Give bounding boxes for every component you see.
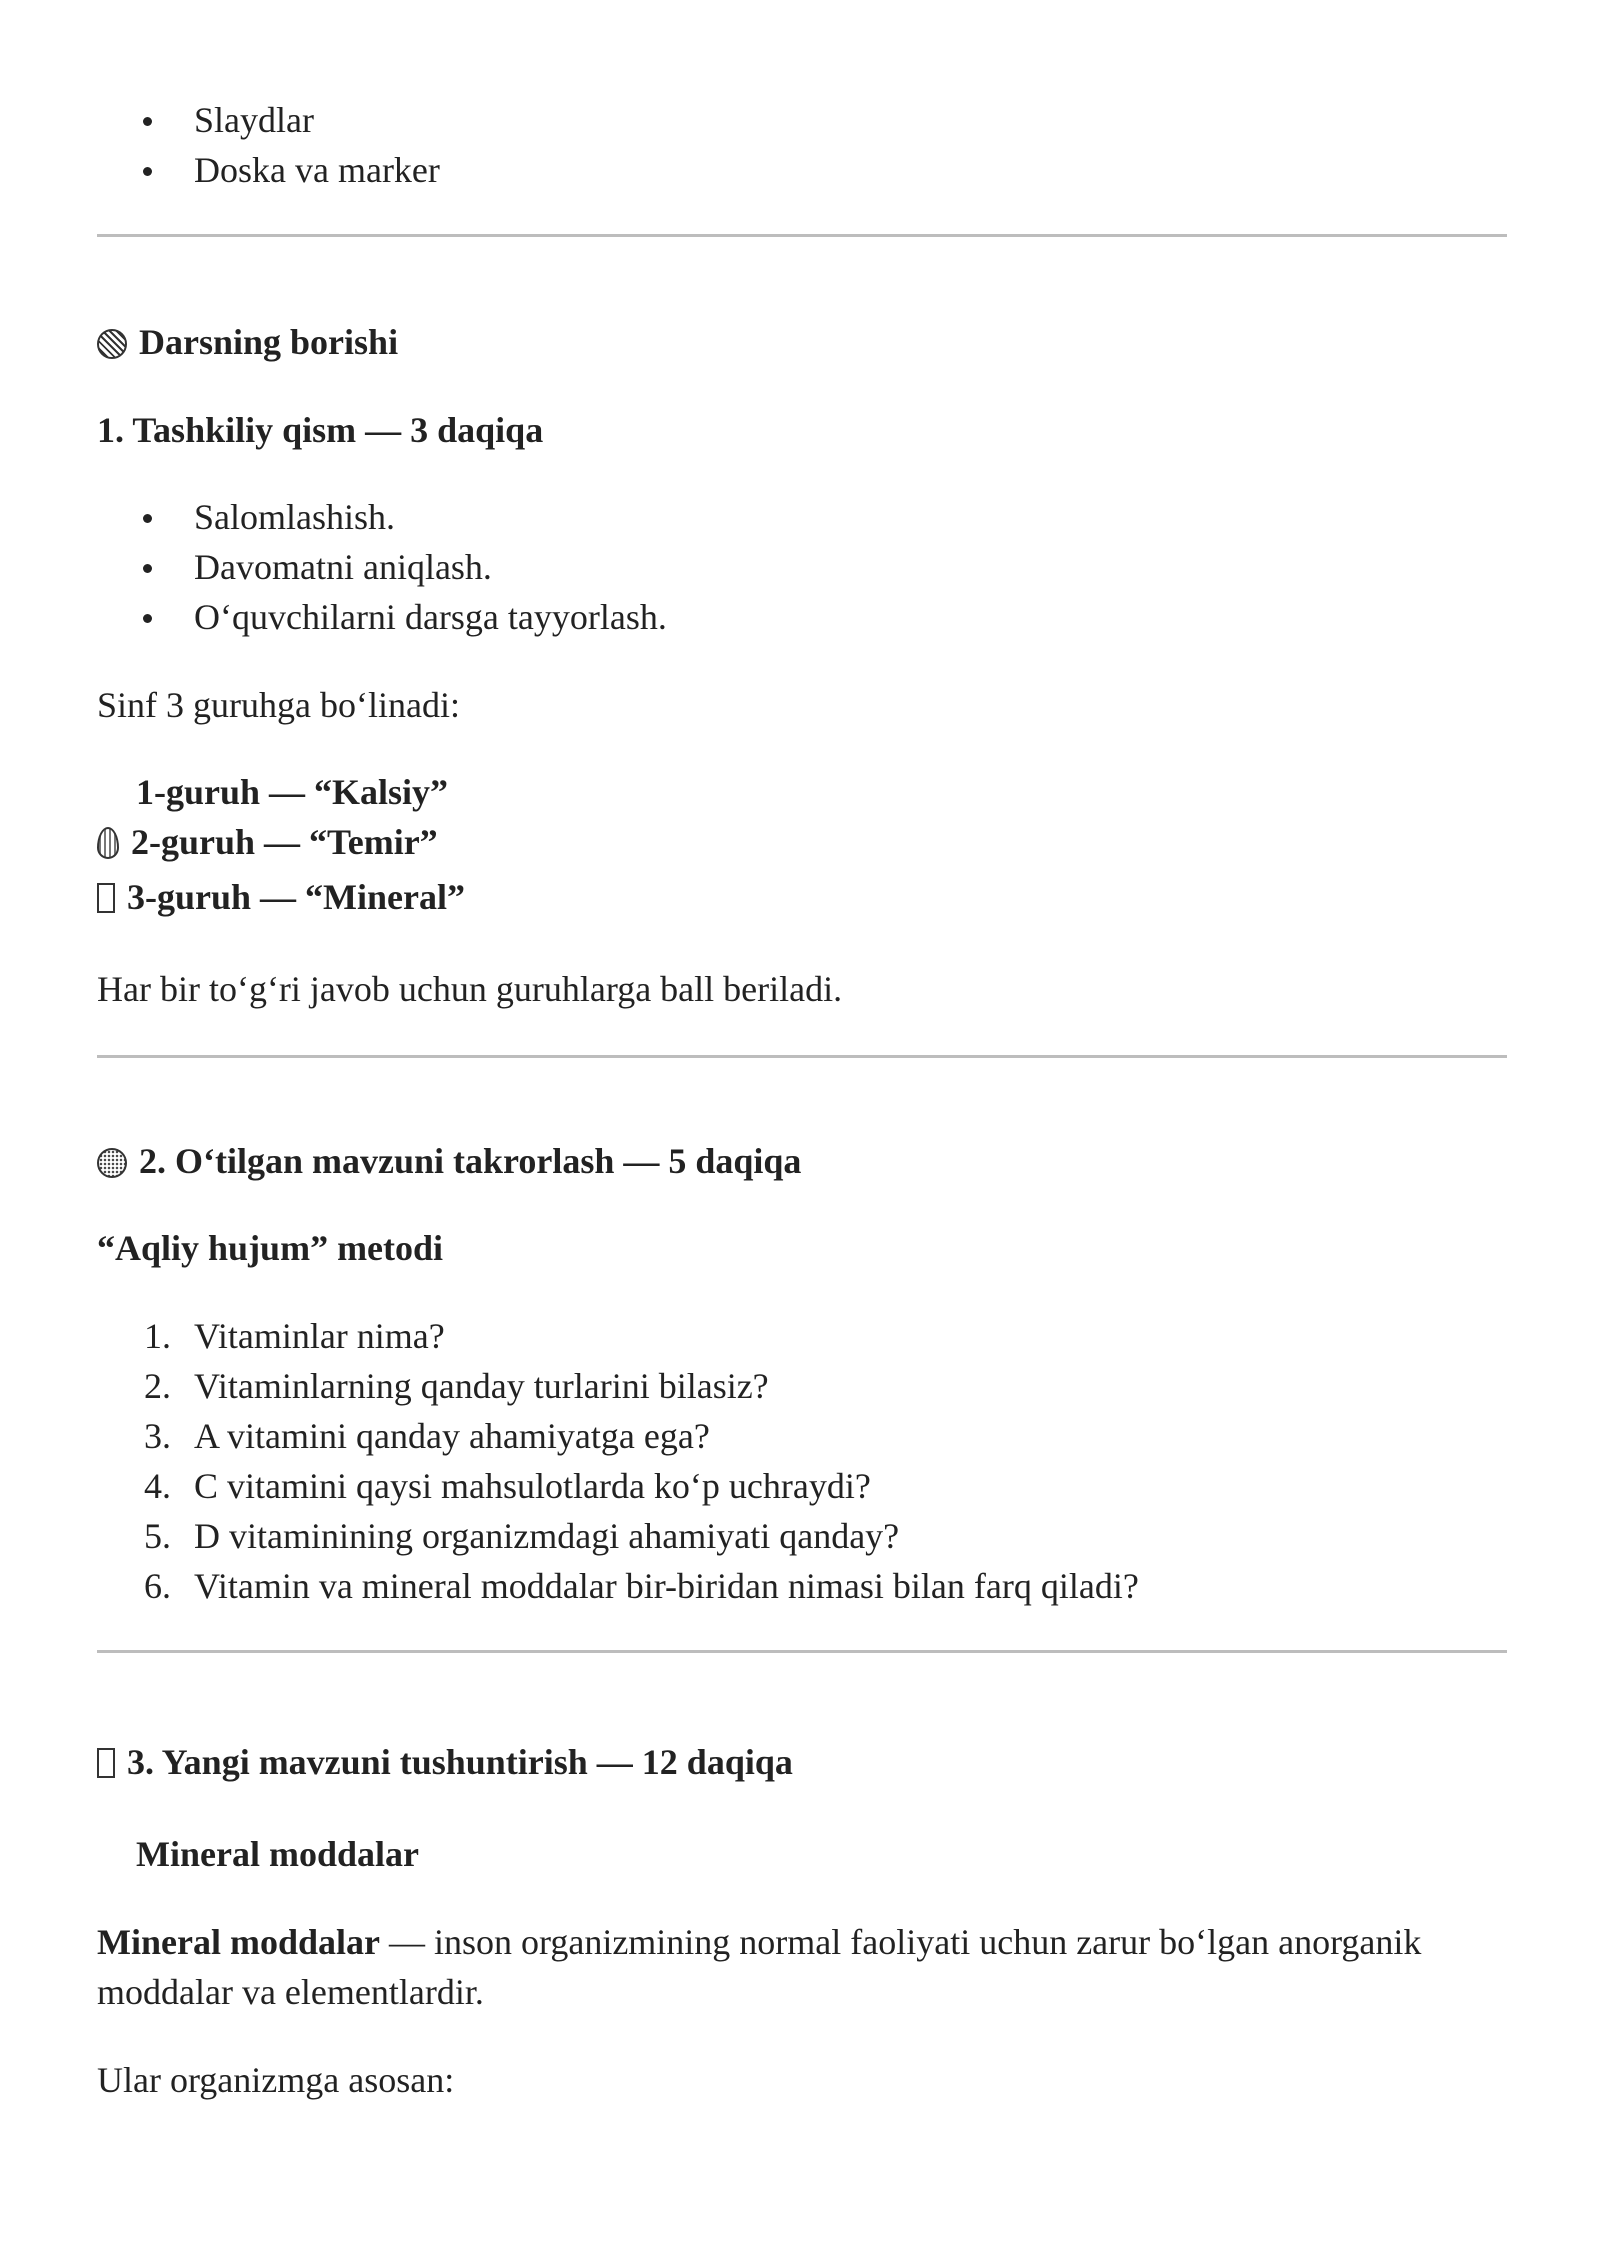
- missing-glyph-icon: [97, 1748, 115, 1778]
- group-item-1: 1-guruh — “Kalsiy”: [136, 772, 449, 812]
- bullet-icon: [143, 514, 152, 523]
- questions-list-block: [97, 1311, 1506, 1611]
- scoring-note: Har bir to‘g‘ri javob uchun guruhlarga ball beriladi.: [97, 969, 843, 1009]
- missing-glyph-icon: [97, 883, 115, 913]
- dotted-circle-icon: [97, 1148, 127, 1178]
- group-item-2: 2-guruh — “Temir”: [97, 817, 1506, 867]
- list-item: 1. Vitaminlar nima?: [144, 1316, 445, 1356]
- section-heading: Darsning borishi: [97, 317, 1506, 367]
- groups-intro: Sinf 3 guruhga bo‘linadi:: [97, 685, 460, 725]
- bullet-icon: [143, 117, 152, 126]
- bullet-icon: [143, 564, 152, 573]
- group-item-3: 3-guruh — “Mineral”: [97, 872, 1506, 922]
- materials-list-block: [97, 95, 1506, 195]
- hatched-circle-icon: [97, 329, 127, 359]
- drop-icon: [97, 827, 119, 859]
- list-item: 3. A vitamini qanday ahamiyatga ega?: [144, 1416, 710, 1456]
- part2-method: “Aqliy hujum” metodi: [97, 1228, 444, 1268]
- part1-list: [97, 492, 1506, 642]
- definition-paragraph: Mineral moddalar — inson organizmining normal faoliyati uchun zarur bo‘lgan anorganik moddalar va elementlardir.: [97, 1922, 1422, 2012]
- list-item: 4. C vitamini qaysi mahsulotlarda ko‘p uchraydi?: [144, 1466, 871, 1506]
- part1-title: 1. Tashkiliy qism — 3 daqiqa: [97, 410, 544, 450]
- divider: [97, 234, 1507, 237]
- materials-list: [97, 95, 1506, 195]
- part2-title: 2. O‘tilgan mavzuni takrorlash — 5 daqiqa: [97, 1136, 1506, 1186]
- part1-list-block: [97, 492, 1506, 642]
- list-item: 2. Vitaminlarning qanday turlarini bilasiz?: [144, 1366, 769, 1406]
- part3-subheading: Mineral moddalar: [136, 1834, 419, 1874]
- list-item: Doska va marker: [97, 145, 1506, 195]
- closing-paragraph: Ular organizmga asosan:: [97, 2060, 455, 2100]
- divider: [97, 1055, 1507, 1058]
- list-item: Slaydlar: [97, 95, 1506, 145]
- questions-list: [97, 1311, 1506, 1611]
- list-item: O‘quvchilarni darsga tayyorlash.: [97, 592, 1506, 642]
- list-item: 5. D vitaminining organizmdagi ahamiyati qanday?: [144, 1516, 900, 1556]
- part3-title: 3. Yangi mavzuni tushuntirish — 12 daqiqa: [97, 1737, 1506, 1787]
- list-item: 6. Vitamin va mineral moddalar bir-biridan nimasi bilan farq qiladi?: [144, 1566, 1139, 1606]
- divider: [97, 1650, 1507, 1653]
- list-item: Salomlashish.: [97, 492, 1506, 542]
- bullet-icon: [143, 167, 152, 176]
- bullet-icon: [143, 614, 152, 623]
- list-item: Davomatni aniqlash.: [97, 542, 1506, 592]
